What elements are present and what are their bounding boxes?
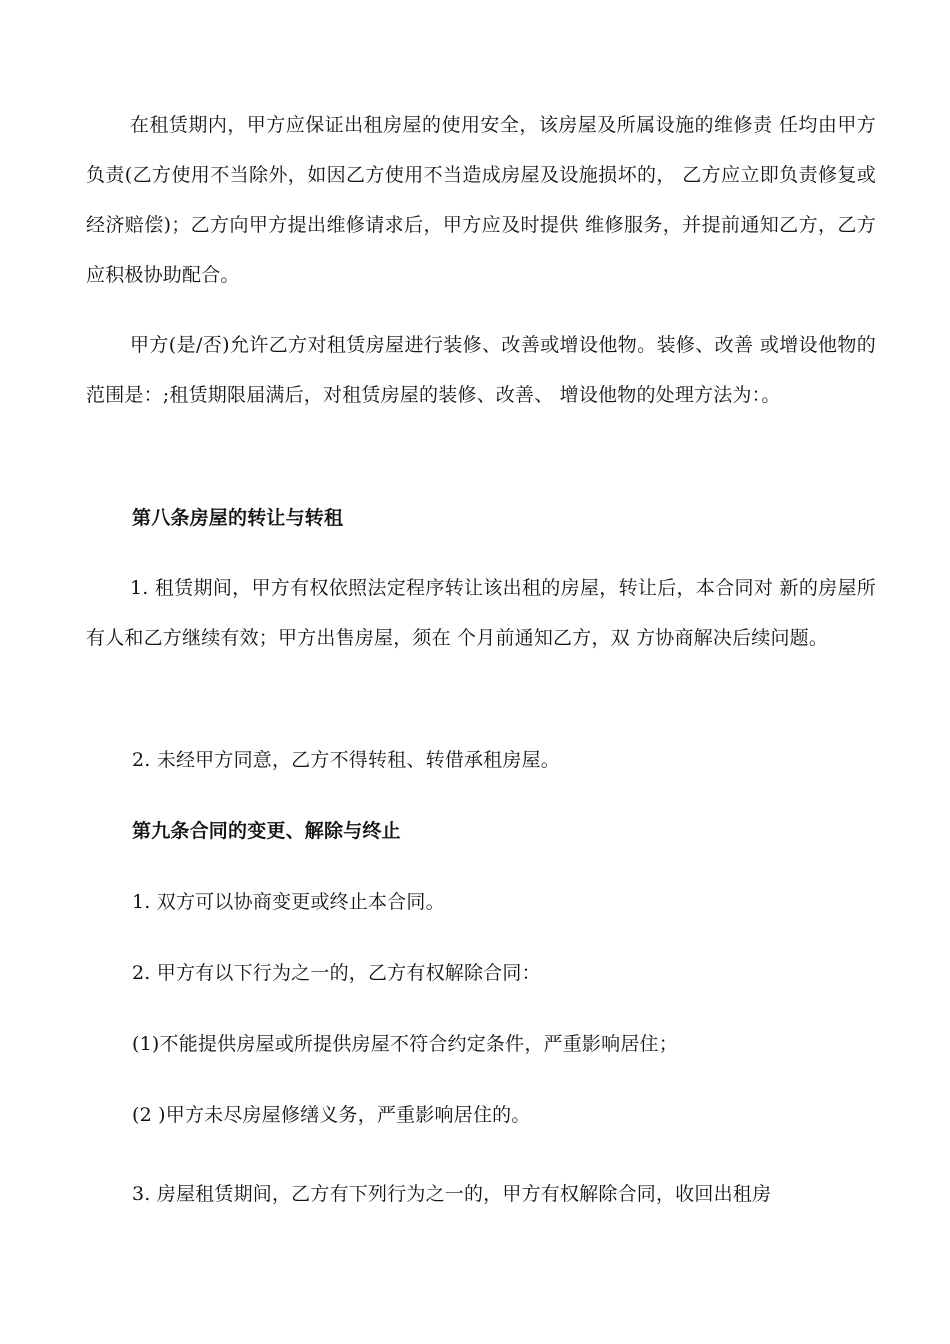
article-9-clause-2-item-1: (1)不能提供房屋或所提供房屋不符合约定条件，严重影响居住； <box>132 1033 678 1055</box>
paragraph-renovation: 甲方(是/否)允许乙方对租赁房屋进行装修、改善或增设他物。装修、改善 或增设他物的范围是：;租赁期限届满后，对租赁房屋的装修、改善、 增设他物的处理方法为：。 <box>86 334 876 406</box>
article-8-clause-1: 1. 租赁期间，甲方有权依照法定程序转让该出租的房屋，转让后，本合同对 新的房屋所有人和乙方继续有效；甲方出售房屋，须在 个月前通知乙方，双 方协商解决后续问题。 <box>86 577 876 649</box>
article-9-clause-2: 2. 甲方有以下行为之一的，乙方有权解除合同： <box>132 962 541 984</box>
article-9-clause-2-item-2: (2 )甲方未尽房屋修缮义务，严重影响居住的。 <box>132 1104 531 1126</box>
article-8-clause-2: 2. 未经甲方同意，乙方不得转租、转借承租房屋。 <box>132 749 560 771</box>
article-9-heading: 第九条合同的变更、解除与终止 <box>132 820 401 842</box>
article-9-clause-1: 1. 双方可以协商变更或终止本合同。 <box>132 891 445 913</box>
article-9-clause-3: 3. 房屋租赁期间，乙方有下列行为之一的，甲方有权解除合同，收回出租房 <box>132 1183 772 1205</box>
article-8-heading: 第八条房屋的转让与转租 <box>132 507 344 529</box>
paragraph-maintenance: 在租赁期内，甲方应保证出租房屋的使用安全，该房屋及所属设施的维修责 任均由甲方负责(乙方使用不当除外，如因乙方使用不当造成房屋及设施损坏的， 乙方应立即负责修复或经济赔偿)；乙方向甲方提出维修请求后，甲方应及时提供 维修服务，并提前通知乙方，乙方应积极协助配合。 <box>86 114 876 286</box>
